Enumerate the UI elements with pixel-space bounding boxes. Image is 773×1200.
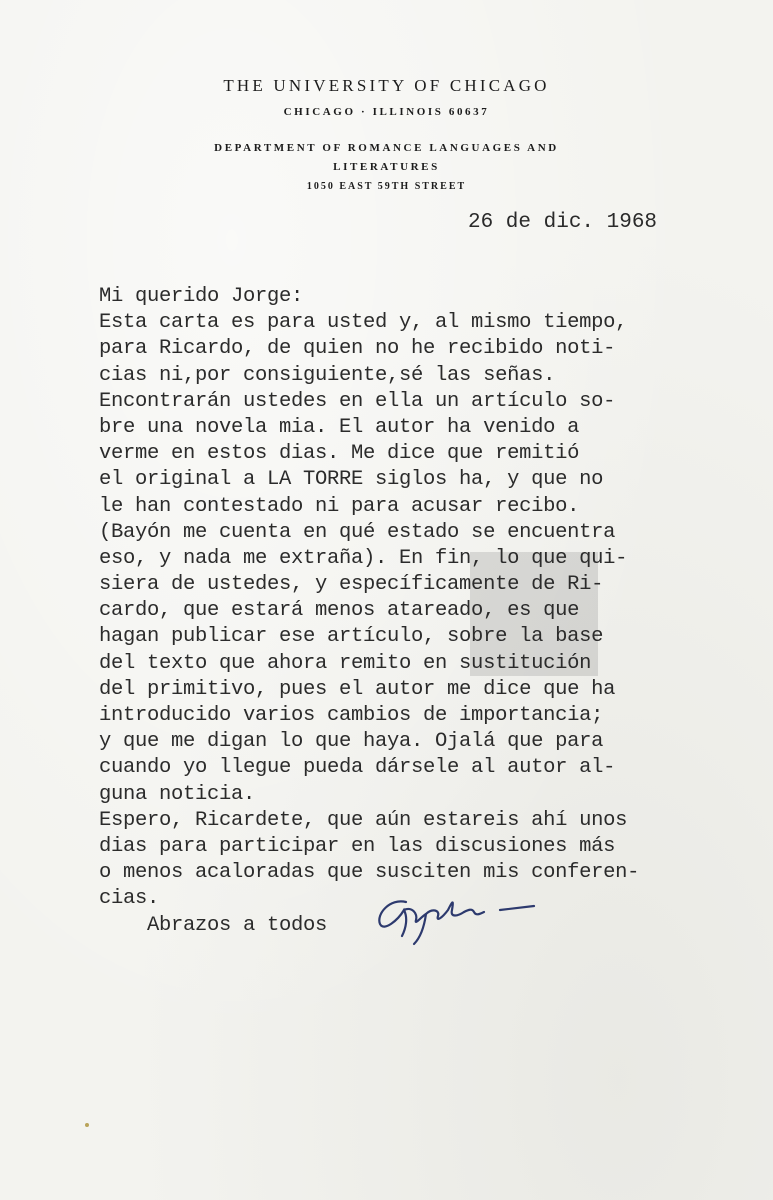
body-line: Abrazos a todos (99, 913, 328, 937)
body-line: Encontrarán ustedes en ella un artículo so- (99, 389, 616, 413)
body-line: siera de ustedes, y específicamente de Ri- (99, 573, 604, 597)
body-line: y que me digan lo que haya. Ojalá que para (99, 730, 604, 754)
body-line: del primitivo, pues el autor me dice que ha (99, 677, 616, 701)
body-line: cardo, que estará menos atareado, es que (99, 599, 580, 623)
letterhead-street: 1050 EAST 59TH STREET (306, 181, 467, 192)
body-line: le han contestado ni para acusar recibo. (99, 494, 580, 518)
body-line: verme en estos dias. Me dice que remitió (99, 442, 580, 466)
body-line: cuando yo llegue pueda dársele al autor al- (99, 756, 616, 780)
handwritten-signature (368, 880, 548, 960)
body-line: Esta carta es para usted y, al mismo tiempo, (99, 311, 628, 335)
letterhead-department-line2: LITERATURES (333, 161, 440, 173)
letter-body (99, 284, 639, 939)
body-line: el original a LA TORRE siglos ha, y que no (99, 468, 604, 492)
body-line: introducido varios cambios de importancia; (99, 704, 604, 727)
body-line: cias. (99, 887, 160, 911)
body-line: Espero, Ricardete, que aún estareis ahí unos (99, 808, 628, 832)
body-line: bre una novela mia. El autor ha venido a (99, 415, 580, 439)
letterhead-university: THE UNIVERSITY OF CHICAGO (223, 76, 550, 95)
body-line: hagan publicar ese artículo, sobre la base (99, 625, 604, 649)
letter-date: 26 de dic. 1968 (468, 211, 658, 234)
body-line: o menos acaloradas que susciten mis conferen- (99, 861, 640, 885)
paper-speck (85, 1123, 89, 1127)
body-line: dias para participar en las discusiones más (99, 834, 616, 858)
letterhead-department (0, 139, 773, 177)
body-line: eso, y nada me extraña). En fin, lo que qui- (99, 546, 628, 570)
body-line: guna noticia. (99, 782, 256, 806)
letterhead-department-line1: DEPARTMENT OF ROMANCE LANGUAGES AND (214, 142, 559, 154)
letterhead-city: CHICAGO · ILLINOIS 60637 (283, 106, 490, 118)
body-line: (Bayón me cuenta en qué estado se encuentra (99, 520, 616, 544)
body-line: para Ricardo, de quien no he recibido noti- (99, 337, 616, 361)
body-line: del texto que ahora remito en sustitución (99, 651, 592, 675)
body-line: Mi querido Jorge: (99, 285, 304, 308)
body-line: cias ni,por consiguiente,sé las señas. (99, 363, 556, 387)
